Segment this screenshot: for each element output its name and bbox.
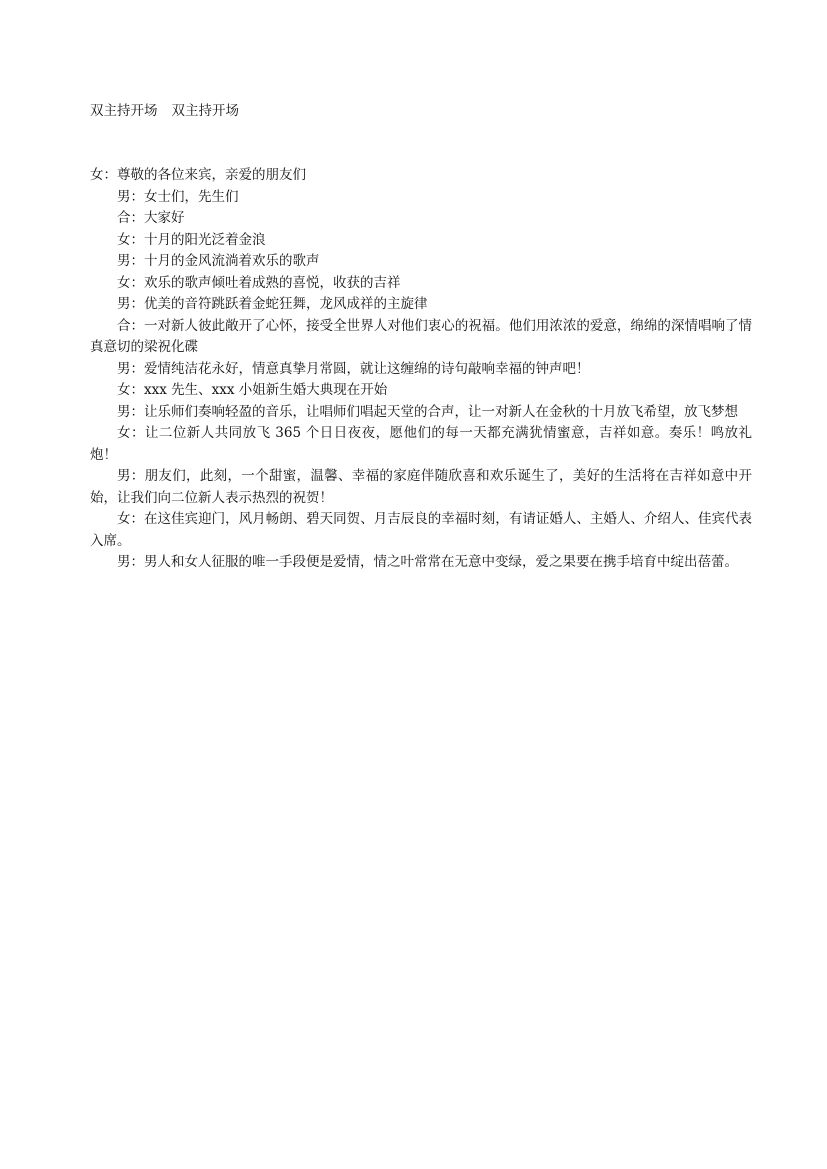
dialogue-line: 女：让二位新人共同放飞 365 个日日夜夜，愿他们的每一天都充满犹情蜜意，吉祥如意。奏乐！鸣放礼炮！ — [90, 425, 752, 463]
dialogue-line: 女：尊敬的各位来宾，亲爱的朋友们 — [90, 167, 306, 183]
dialogue-line: 男：让乐师们奏响轻盈的音乐，让唱师们唱起天堂的合声，让一对新人在金秋的十月放飞希望，放飞梦想 — [117, 403, 738, 420]
dialogue-line: 合：大家好 — [117, 210, 185, 226]
dialogue-body — [90, 165, 752, 574]
dialogue-line: 男：朋友们，此刻，一个甜蜜，温馨、幸福的家庭伴随欣喜和欢乐诞生了，美好的生活将在吉祥如意中开始，让我们向二位新人表示热烈的祝贺！ — [90, 468, 752, 506]
document-title — [90, 101, 239, 121]
dialogue-line: 女：十月的阳光泛着金浪 — [117, 231, 266, 248]
dialogue-line: 女：xxx 先生、xxx 小姐新生婚大典现在开始 — [117, 382, 388, 398]
title-part: 双主持开场 — [171, 103, 239, 119]
dialogue-line: 男：优美的音符跳跃着金蛇狂舞，龙风成祥的主旋律 — [117, 296, 428, 312]
dialogue-line: 男：女士们，先生们 — [117, 188, 239, 205]
dialogue-line: 女：在这佳宾迎门，风月畅朗、碧天同贺、月吉辰良的幸福时刻，有请证婚人、主婚人、介绍人、佳宾代表入席。 — [90, 511, 752, 549]
title-part: 双主持开场 — [90, 103, 158, 119]
dialogue-line: 女：欢乐的歌声倾吐着成熟的喜悦，收获的吉祥 — [117, 274, 401, 291]
dialogue-line: 合：一对新人彼此敞开了心怀，接受全世界人对他们衷心的祝福。他们用浓浓的爱意，绵绵的深情唱响了情真意切的梁祝化碟 — [90, 317, 752, 355]
dialogue-line: 男：爱情纯洁花永好，情意真挚月常圆，就让这缠绵的诗句敲响幸福的钟声吧！ — [117, 360, 590, 377]
dialogue-line: 男：十月的金风流淌着欢乐的歌声 — [117, 253, 320, 269]
dialogue-line: 男：男人和女人征服的唯一手段便是爱情，情之叶常常在无意中变绿，爱之果要在携手培育中绽出蓓蕾。 — [117, 554, 738, 570]
